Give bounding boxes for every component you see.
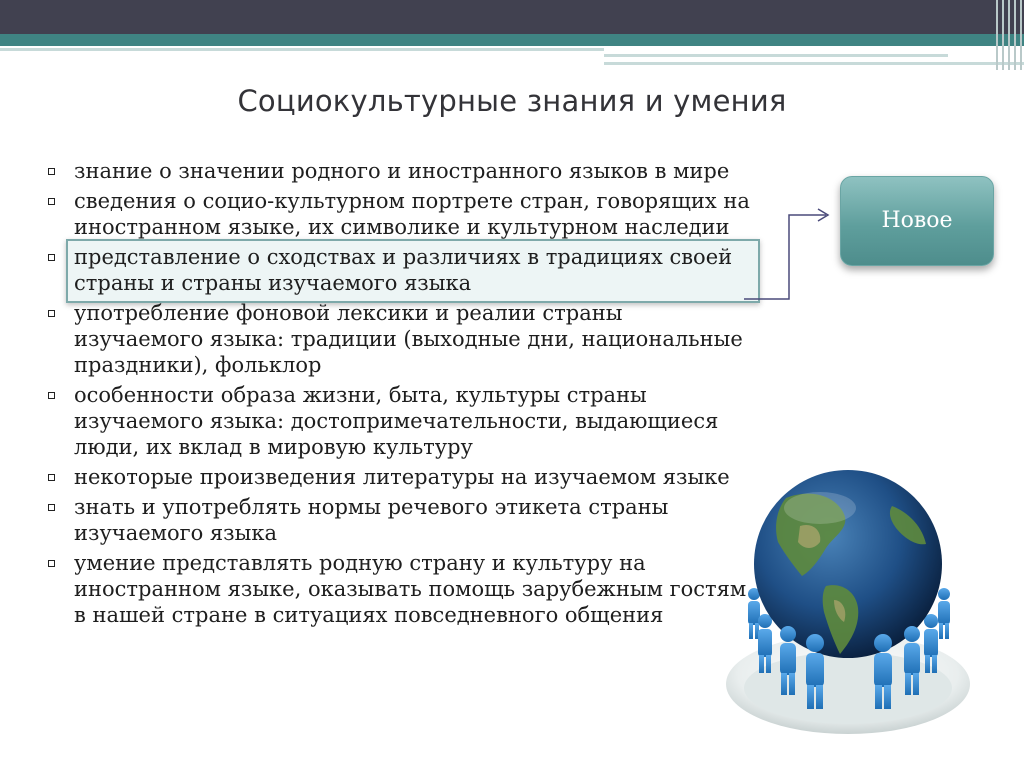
hollow-square-bullet-icon [48,560,55,567]
header-dark-bar [0,0,1024,34]
bullet-item [42,158,752,184]
bullet-text: употребление фоновой лексики и реалии страны изучаемого языка: традиции (выходные дни, национальные праздники), фольклор [74,301,743,377]
bullet-text: представление о сходствах и различиях в традициях своей страны и страны изучаемого языка [74,245,733,295]
bullet-text: знать и употреблять нормы речевого этикета страны изучаемого языка [74,495,669,545]
hollow-square-bullet-icon [48,168,55,175]
hollow-square-bullet-icon [48,254,55,261]
new-button[interactable]: Новое [840,176,994,266]
bullet-text: особенности образа жизни, быта, культуры страны изучаемого языка: достопримечательности, выдающиеся люди, их вклад в мировую культуру [74,383,719,459]
slide-title: Социокультурные знания и умения [237,84,787,118]
hollow-square-bullet-icon [48,392,55,399]
bullet-text: умение представлять родную страну и культуру на иностранном языке, оказывать помощь зарубежным гостям в нашей стране в ситуациях повседневного общения [74,551,747,627]
bullet-item [42,464,752,490]
globe-with-people-icon [716,466,980,746]
bullet-text: сведения о социо-культурном портрете стран, говорящих на иностранном языке, их символике и культурном наследии [74,189,750,239]
bullet-item [42,244,752,296]
bullet-text: некоторые произведения литературы на изучаемом языке [74,465,730,489]
header-accent-lines [0,46,1024,76]
hollow-square-bullet-icon [48,310,55,317]
header-teal-band [0,34,1024,46]
bullet-item [42,494,752,546]
bullet-item [42,550,752,628]
bullet-text: знание о значении родного и иностранного языков в мире [74,159,730,183]
hollow-square-bullet-icon [48,474,55,481]
bullet-item [42,188,752,240]
hollow-square-bullet-icon [48,198,55,205]
bullet-list [42,158,752,632]
header-edge-stripes [994,0,1024,70]
bullet-item [42,300,752,378]
hollow-square-bullet-icon [48,504,55,511]
bullet-item [42,382,752,460]
